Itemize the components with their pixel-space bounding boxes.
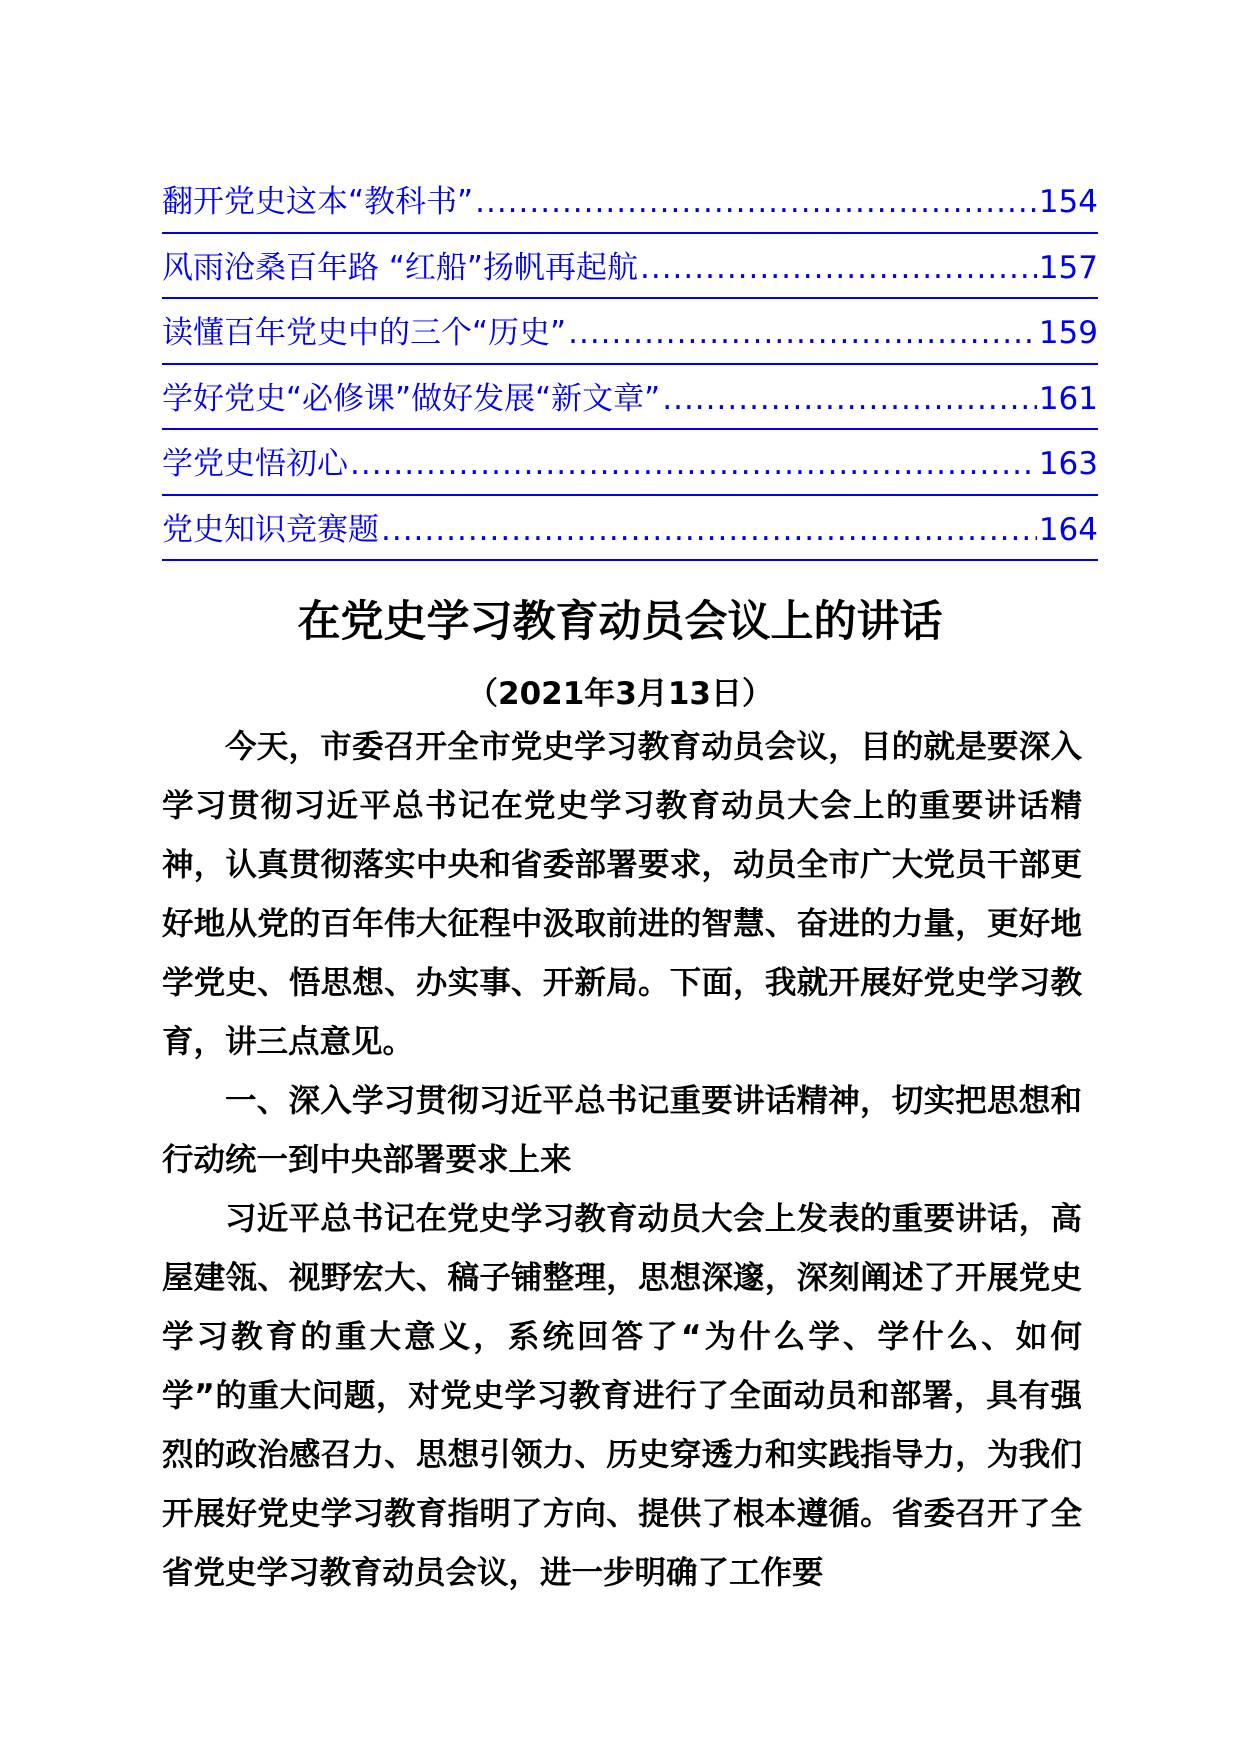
section-heading: 一、深入学习贯彻习近平总书记重要讲话精神，切实把思想和行动统一到中央部署要求上来 bbox=[162, 1083, 1082, 1178]
toc-entry[interactable] bbox=[162, 365, 1098, 431]
toc-entry-page: 161 bbox=[1038, 380, 1098, 417]
toc-leader-dots bbox=[662, 381, 1037, 417]
document-date: （2021年3月13日） bbox=[467, 676, 773, 712]
toc-leader-dots bbox=[350, 446, 1037, 482]
toc-entry-page: 157 bbox=[1038, 249, 1098, 286]
toc-entry-page: 163 bbox=[1038, 446, 1098, 482]
body-paragraph: 今天，市委召开全市党史学习教育动员会议，目的就是要深入学习贯彻习近平总书记在党史学习教育动员大会上的重要讲话精神，认真贯彻落实中央和省委部署要求，动员全市广大党员干部更好地从党的百年伟大征程中汲取前进的智慧、奋进的力量，更好地学党史、悟思想、办实事、开新局。下面，我就开展好党史学习教育，讲三点意见。 bbox=[162, 729, 1082, 1060]
toc-entry[interactable] bbox=[162, 430, 1098, 496]
toc-entry[interactable] bbox=[162, 234, 1098, 300]
toc-leader-dots bbox=[381, 512, 1037, 548]
toc-entry-page: 154 bbox=[1038, 184, 1098, 220]
body-paragraph: 习近平总书记在党史学习教育动员大会上发表的重要讲话，高屋建瓴、视野宏大、稿子铺整理，思想深邃，深刻阐述了开展党史学习教育的重大意义，系统回答了“为什么学、学什么、如何学”的重大问题，对党史学习教育进行了全面动员和部署，具有强烈的政治感召力、思想引领力、历史穿透力和实践指导力，为我们开展好党史学习教育指明了方向、提供了根本遵循。省委召开了全省党史学习教育动员会议，进一步明确了工作要 bbox=[162, 1201, 1082, 1591]
table-of-contents bbox=[162, 168, 1098, 561]
toc-entry-title: 党史知识竞赛题 bbox=[162, 511, 379, 548]
document-title: 在党史学习教育动员会议上的讲话 bbox=[297, 597, 943, 647]
toc-entry-page: 159 bbox=[1038, 315, 1098, 351]
toc-leader-dots bbox=[475, 184, 1037, 220]
toc-entry[interactable] bbox=[162, 168, 1098, 234]
toc-entry-title: 学党史悟初心 bbox=[162, 446, 348, 482]
toc-entry-title: 学好党史“必修课”做好发展“新文章” bbox=[162, 380, 661, 417]
toc-leader-dots bbox=[640, 250, 1037, 286]
document-body bbox=[162, 718, 1082, 1603]
toc-leader-dots bbox=[568, 315, 1037, 351]
toc-entry-page: 164 bbox=[1038, 511, 1098, 548]
toc-entry[interactable] bbox=[162, 299, 1098, 365]
toc-entry[interactable] bbox=[162, 496, 1098, 562]
toc-entry-title: 风雨沧桑百年路 “红船”扬帆再起航 bbox=[162, 249, 638, 286]
toc-entry-title: 翻开党史这本“教科书” bbox=[162, 184, 474, 220]
toc-entry-title: 读懂百年党史中的三个“历史” bbox=[162, 315, 567, 351]
